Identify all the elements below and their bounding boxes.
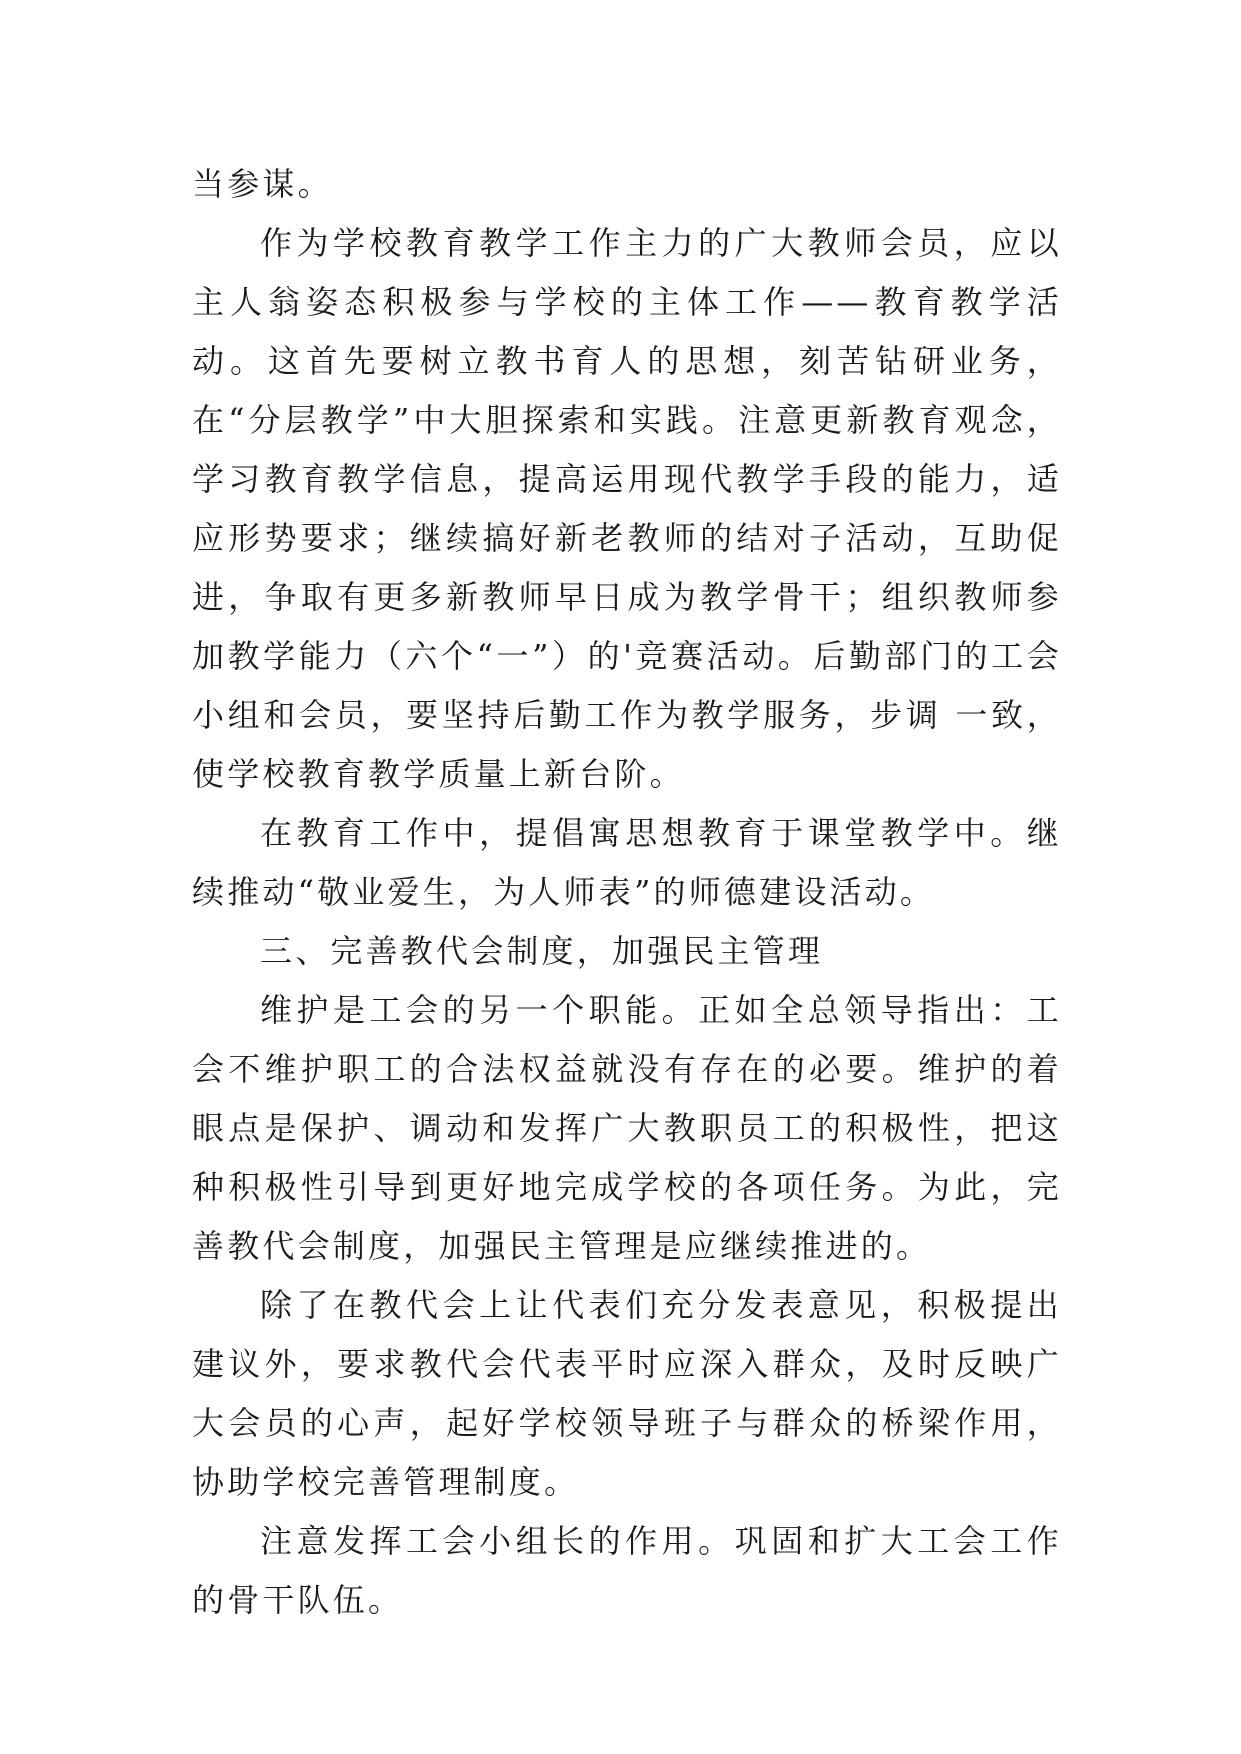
paragraph-6: 注意发挥工会小组长的作用。巩固和扩大工会工作的骨干队伍。 — [192, 1522, 1062, 1619]
document-body — [192, 155, 1062, 1630]
paragraph-1: 当参谋。 — [192, 165, 333, 203]
paragraph-2: 作为学校教育教学工作主力的广大教师会员，应以主人翁姿态积极参与学校的主体工作——教育教学活动。这首先要树立教书育人的思想，刻苦钻研业务，在“分层教学”中大胆探索和实践。注意更新教育观念，学习教育教学信息，提高运用现代教学手段的能力，适应形势要求；继续搞好新老教师的结对子活动，互助促进，争取有更多新教师早日成为教学骨干；组织教师参加教学能力（六个“一”）的'竞赛活动。后勤部门的工会小组和会员，要坚持后勤工作为教学服务，步调 一致，使学校教育教学质量上新台阶。 — [192, 224, 1062, 793]
paragraph-3: 在教育工作中，提倡寓思想教育于课堂教学中。继续推动“敬业爱生，为人师表”的师德建设活动。 — [192, 814, 1062, 911]
section-heading: 三、完善教代会制度，加强民主管理 — [260, 932, 824, 970]
paragraph-4: 维护是工会的另一个职能。正如全总领导指出：工会不维护职工的合法权益就没有存在的必要。维护的着眼点是保护、调动和发挥广大教职员工的积极性，把这种积极性引导到更好地完成学校的各项任务。为此，完善教代会制度，加强民主管理是应继续推进的。 — [192, 991, 1062, 1265]
paragraph-5: 除了在教代会上让代表们充分发表意见，积极提出建议外，要求教代会代表平时应深入群众，及时反映广大会员的心声，起好学校领导班子与群众的桥梁作用，协助学校完善管理制度。 — [192, 1286, 1062, 1501]
